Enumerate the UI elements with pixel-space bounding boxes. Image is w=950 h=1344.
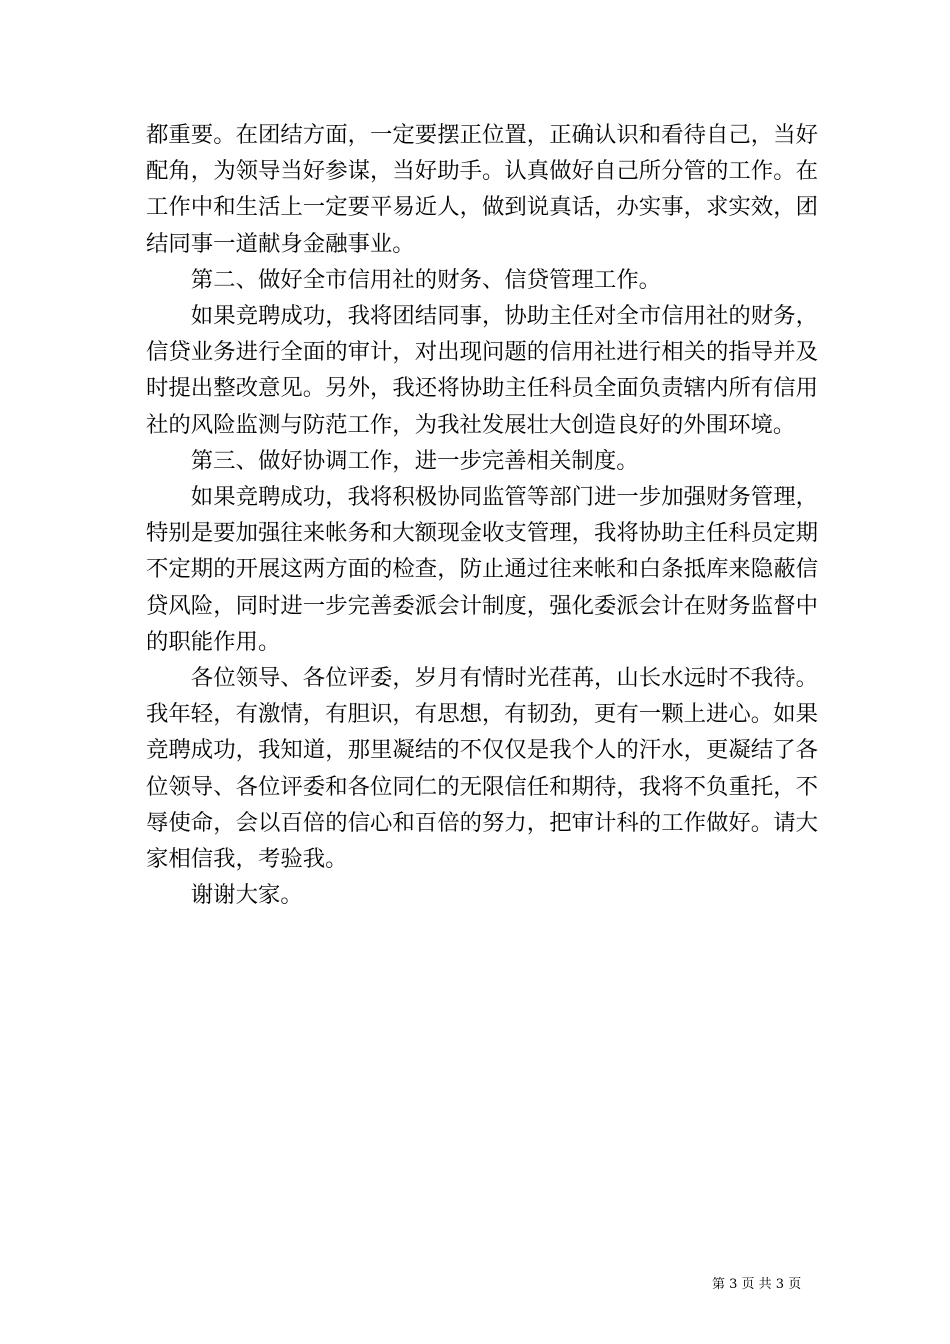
paragraph: 如果竞聘成功，我将积极协同监管等部门进一步加强财务管理，特别是要加强往来帐务和大额现金收支管理，我将协助主任科员定期不定期的开展这两方面的检查，防止通过往来帐和白条抵库来隐蔽信贷风险，同时进一步完善委派会计制度，强化委派会计在财务监督中的职能作用。 — [146, 484, 818, 655]
paragraph: 如果竞聘成功，我将团结同事，协助主任对全市信用社的财务，信贷业务进行全面的审计，对出现问题的信用社进行相关的指导并及时提出整改意见。另外，我还将协助主任科员全面负责辖内所有信用社的风险监测与防范工作，为我社发展壮大创造良好的外围环境。 — [146, 303, 818, 438]
paragraph-continuation: 都重要。在团结方面，一定要摆正位置，正确认识和看待自己，当好配角，为领导当好参谋，当好助手。认真做好自己所分管的工作。在工作中和生活上一定要平易近人，做到说真话，办实事，求实效，团结同事一道献身金融事业。 — [146, 122, 818, 257]
paragraph-thanks: 谢谢大家。 — [190, 882, 303, 909]
page-number-footer: 第 3 页 共 3 页 — [712, 1277, 802, 1292]
paragraph-closing: 各位领导、各位评委，岁月有情时光荏苒，山长水远时不我待。我年轻，有激情，有胆识，有思想，有韧劲，更有一颗上进心。如果竞聘成功，我知道，那里凝结的不仅仅是我个人的汗水，更凝结了各位领导、各位评委和各位同仁的无限信任和期待，我将不负重托，不辱使命，会以百倍的信心和百倍的努力，把审计科的工作做好。请大家相信我，考验我。 — [146, 665, 818, 873]
paragraph-heading-third: 第三、做好协调工作，进一步完善相关制度。 — [190, 447, 639, 474]
document-body — [146, 117, 818, 913]
paragraph-heading-second: 第二、做好全市信用社的财务、信贷管理工作。 — [190, 266, 661, 293]
